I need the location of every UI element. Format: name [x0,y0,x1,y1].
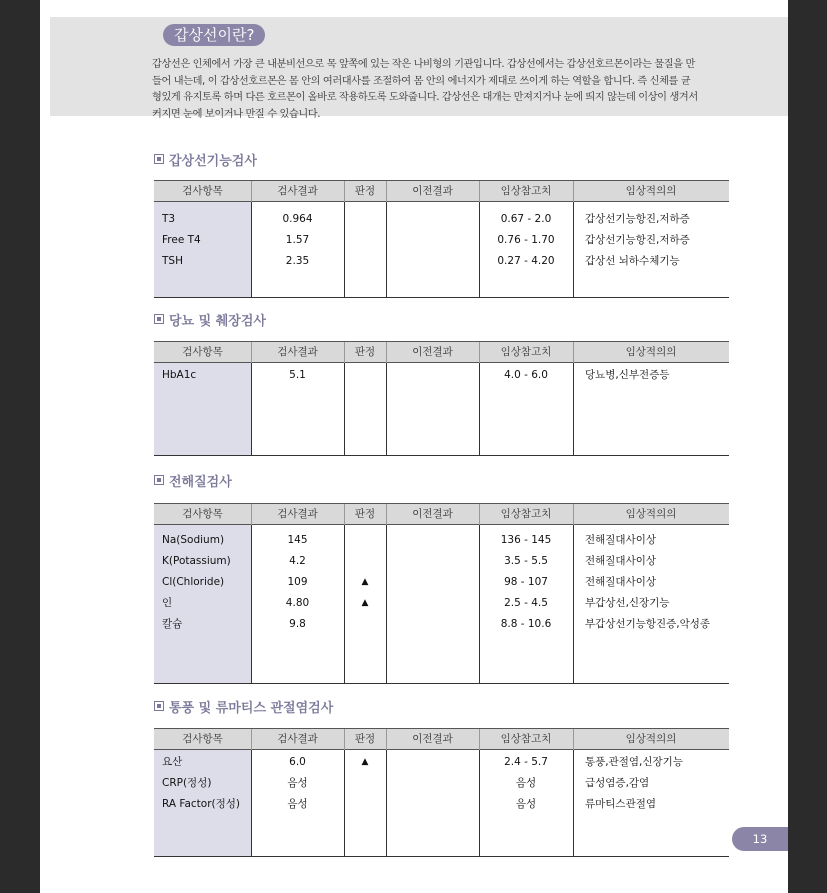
header-divider [344,342,345,364]
column-header: 임상참고치 [500,508,552,520]
column-header: 검사결과 [277,508,318,520]
cell-item: CRP(정성) [162,776,212,789]
column-header: 이전결과 [412,508,453,520]
cell-ref: 98 - 107 [504,575,548,588]
cell-result: 1.57 [285,233,310,246]
column-header: 임상적의의 [625,733,677,745]
header-divider [344,504,345,526]
intro-line: 커지면 눈에 보이거나 만질 수 있습니다. [152,108,321,120]
cell-meaning: 당뇨병,신부전증등 [585,369,670,381]
column-header: 판정 [354,733,376,745]
column-header: 이전결과 [412,733,453,745]
column-divider [386,202,387,297]
header-divider [479,181,480,203]
column-divider [386,363,387,455]
column-divider [344,363,345,455]
column-header: 판정 [354,185,376,197]
column-header: 검사항목 [182,346,223,358]
section-title [154,313,266,331]
header-divider [386,504,387,526]
cell-meaning: 전해질대사이상 [585,575,657,588]
column-header: 임상적의의 [625,185,677,197]
table-header [154,341,729,363]
header-divider [573,504,574,526]
table-body [154,202,729,298]
header-divider [344,729,345,751]
results-table [154,728,729,856]
cell-meaning: 부갑상선,신장기능 [585,596,670,609]
cell-ref: 2.4 - 5.7 [504,756,548,768]
column-header: 검사결과 [277,185,318,197]
header-divider [573,181,574,203]
intro-line: 들어 내는데, 이 갑상선호르몬은 몸 안의 여러대사를 조절하여 몸 안의 에너지가 제대로 쓰이게 하는 역할을 합니다. 즉 신체를 균 [152,75,691,87]
column-header: 판정 [354,508,376,520]
column-header: 검사결과 [277,346,318,358]
cell-ref: 음성 [515,797,537,810]
cell-meaning: 갑상선기능항진,저하증 [585,213,690,225]
cell-item: 요산 [162,756,183,768]
cell-ref: 2.5 - 4.5 [504,596,548,609]
square-bullet-icon [154,701,164,711]
table-header [154,728,729,750]
cell-ref: 136 - 145 [500,534,552,546]
column-divider [386,525,387,683]
column-header: 이전결과 [412,346,453,358]
column-header: 이전결과 [412,185,453,197]
table-body [154,363,729,456]
intro-line: 갑상선은 인체에서 가장 큰 내분비선으로 목 앞쪽에 있는 작은 나비형의 기관입니다. 갑상선에서는 갑상선호르몬이라는 물질을 만 [152,59,695,70]
header-divider [386,181,387,203]
header-divider [251,504,252,526]
thyroid-intro-box [50,17,788,120]
cell-meaning: 류마티스관절염 [585,797,657,810]
page-number: 13 [732,827,788,851]
cell-result: 5.1 [289,369,306,381]
cell-meaning: 전해질대사이상 [585,534,657,546]
flag-indicator: ▲ [361,597,369,608]
cell-item: HbA1c [162,369,197,381]
section-title [154,474,232,492]
cell-item: K(Potassium) [162,554,231,567]
intro-line: 형있게 유지토록 하며 다른 호르몬이 올바로 작용하도록 도와줍니다. 갑상선은 대개는 만져지거나 눈에 띄지 않는데 이상이 생겨서 [152,92,698,104]
header-divider [386,729,387,751]
cell-result: 음성 [287,776,308,789]
column-divider [344,202,345,297]
cell-ref: 음성 [515,776,537,789]
cell-meaning: 통풍,관절염,신장기능 [585,756,683,768]
column-header: 검사결과 [277,733,318,745]
column-header: 임상적의의 [625,508,677,520]
cell-ref: 0.67 - 2.0 [500,213,552,225]
cell-meaning: 갑상선기능항진,저하증 [585,233,690,246]
header-divider [251,181,252,203]
cell-ref: 3.5 - 5.5 [504,554,548,567]
results-table [154,503,729,683]
square-bullet-icon [154,154,164,164]
column-header: 판정 [354,346,376,358]
column-divider [573,525,574,683]
cell-item: Cl(Chloride) [162,575,225,588]
cell-ref: 0.27 - 4.20 [497,254,555,267]
column-divider [386,750,387,856]
cell-meaning: 전해질대사이상 [585,554,657,567]
flag-indicator: ▲ [361,576,369,587]
cell-item: Free T4 [162,233,201,246]
header-divider [251,729,252,751]
column-divider [573,750,574,856]
cell-item: 칼슘 [162,617,183,630]
cell-meaning: 급성염증,감염 [585,776,650,789]
cell-item: RA Factor(정성) [162,797,241,810]
column-header: 임상참고치 [500,346,552,358]
cell-result: 145 [287,534,308,546]
results-table [154,180,729,297]
cell-item: Na(Sodium) [162,534,225,546]
section-title-text: 당뇨 및 췌장검사 [169,314,266,329]
section-title-text: 갑상선기능검사 [169,154,257,169]
column-header: 검사항목 [182,185,223,197]
column-header: 검사항목 [182,733,223,745]
column-divider [573,363,574,455]
column-divider [573,202,574,297]
header-divider [344,181,345,203]
intro-title: 갑상선이란? [163,24,265,46]
cell-result: 0.964 [282,213,313,225]
section-title-text: 통풍 및 류마티스 관절염검사 [169,701,334,716]
header-divider [479,504,480,526]
cell-result: 4.80 [285,596,310,609]
section-title [154,700,333,718]
flag-indicator: ▲ [361,757,369,767]
cell-item: 인 [162,596,173,609]
cell-ref: 4.0 - 6.0 [504,369,548,381]
cell-result: 4.2 [289,554,306,567]
header-divider [573,342,574,364]
section-title-text: 전해질검사 [169,475,232,490]
results-table [154,341,729,455]
report-page [40,0,788,893]
cell-result: 음성 [287,797,308,810]
cell-result: 109 [287,575,308,588]
cell-result: 6.0 [289,756,306,768]
square-bullet-icon [154,475,164,485]
table-body [154,750,729,857]
column-header: 임상적의의 [625,346,677,358]
square-bullet-icon [154,314,164,324]
header-divider [251,342,252,364]
column-header: 검사항목 [182,508,223,520]
cell-item: T3 [162,213,176,225]
table-body [154,525,729,684]
header-divider [573,729,574,751]
cell-result: 2.35 [285,254,310,267]
table-header [154,180,729,202]
cell-meaning: 부갑상선기능항진증,악성종 [585,617,711,630]
cell-meaning: 갑상선 뇌하수체기능 [585,254,680,267]
cell-ref: 8.8 - 10.6 [500,617,552,630]
intro-text [152,57,740,123]
cell-result: 9.8 [289,617,306,630]
cell-ref: 0.76 - 1.70 [497,233,555,246]
section-title [154,153,257,171]
header-divider [479,729,480,751]
header-divider [386,342,387,364]
column-header: 임상참고치 [500,733,552,745]
header-divider [479,342,480,364]
column-header: 임상참고치 [500,185,552,197]
table-header [154,503,729,525]
cell-item: TSH [162,254,183,267]
